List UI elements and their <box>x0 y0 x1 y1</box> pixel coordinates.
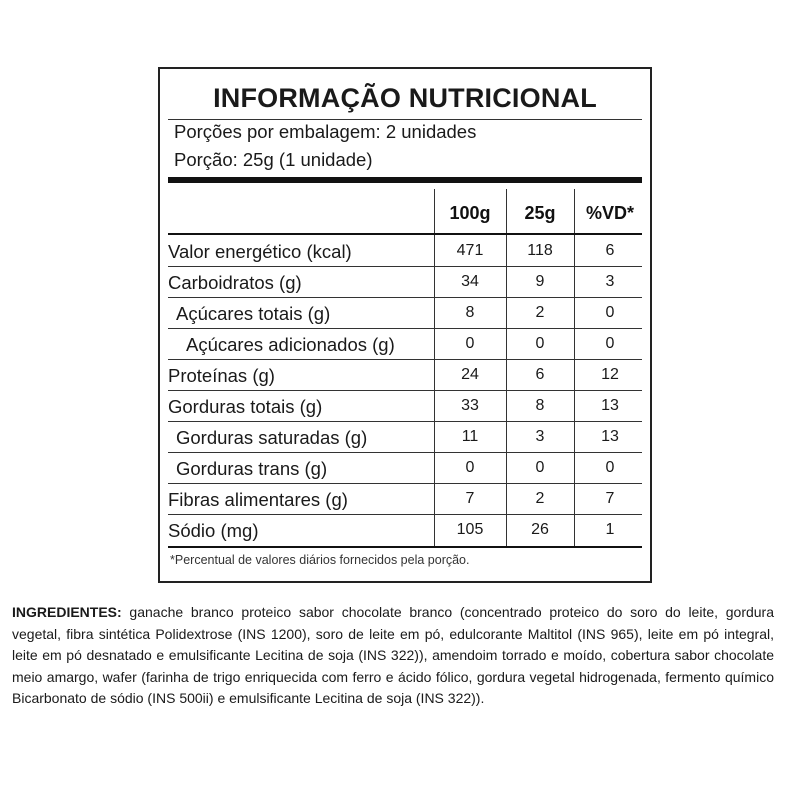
nutrient-name: Gorduras totais (g) <box>168 396 323 417</box>
nutrient-name: Sódio (mg) <box>168 520 259 541</box>
value-100g: 24 <box>461 366 479 383</box>
nutrient-name: Valor energético (kcal) <box>168 241 352 262</box>
nutrient-row <box>160 297 650 328</box>
servings-per-package: Porções por embalagem: 2 unidades <box>174 121 477 142</box>
nutrient-row <box>160 421 650 452</box>
ingredients-text <box>12 602 774 710</box>
nutrient-name: Carboidratos (g) <box>168 272 302 293</box>
value-25g: 2 <box>535 490 545 507</box>
footnote: *Percentual de valores diários fornecidos pela porção. <box>170 553 470 567</box>
nutrient-name: Proteínas (g) <box>168 365 275 386</box>
column-header-25g: 25g <box>524 203 556 223</box>
nutrient-name: Gorduras saturadas (g) <box>176 427 368 448</box>
serving-size: Porção: 25g (1 unidade) <box>174 149 373 170</box>
ingredients-list: ganache branco proteico sabor chocolate branco (concentrado proteico do soro do leite, gordura vegetal, fibra sintética Polidextrose (INS 1200), soro de leite em pó, edulcorante Maltitol (INS 965), leite em pó integral, leite em pó desnatado e emulsificante Lecitina de soja (INS 322)), amendoim torrado e moído, cobertura sabor chocolate meio amargo, wafer (farinha de trigo enriquecida com ferro e ácido fólico, gordura vegetal hidrogenada, fermento químico Bicarbonato de sódio (INS 500ii) e emulsificante Lecitina de soja (INS 322)). <box>12 604 774 706</box>
value-vd: 0 <box>605 459 615 476</box>
value-vd: 6 <box>605 242 615 259</box>
nutrient-row <box>160 390 650 421</box>
value-100g: 105 <box>456 521 484 538</box>
value-100g: 0 <box>465 335 475 352</box>
nutrition-facts-label <box>158 67 652 583</box>
nutrient-row <box>160 328 650 359</box>
nutrient-row <box>160 514 650 545</box>
nutrient-name: Gorduras trans (g) <box>176 458 328 479</box>
column-header-vd: %VD* <box>585 203 634 223</box>
value-25g: 2 <box>535 304 545 321</box>
column-header-100g: 100g <box>449 203 491 223</box>
value-25g: 0 <box>535 335 545 352</box>
nutrient-row <box>160 483 650 514</box>
value-25g: 9 <box>535 273 545 290</box>
thick-divider <box>168 177 642 183</box>
nutrient-row <box>160 359 650 390</box>
title-divider <box>168 119 642 120</box>
value-100g: 471 <box>456 242 484 259</box>
nutrient-row <box>160 452 650 483</box>
value-vd: 7 <box>605 490 615 507</box>
label-title: INFORMAÇÃO NUTRICIONAL <box>213 83 597 113</box>
value-100g: 0 <box>465 459 475 476</box>
value-100g: 34 <box>461 273 479 290</box>
nutrient-name: Fibras alimentares (g) <box>168 489 348 510</box>
value-25g: 0 <box>535 459 545 476</box>
value-25g: 8 <box>535 397 545 414</box>
value-25g: 118 <box>527 242 553 259</box>
value-25g: 26 <box>531 521 549 538</box>
value-vd: 0 <box>605 335 615 352</box>
nutrient-name: Açúcares totais (g) <box>176 303 331 324</box>
value-vd: 12 <box>601 366 619 383</box>
table-bottom-divider <box>168 546 642 548</box>
value-vd: 1 <box>605 521 615 538</box>
value-100g: 11 <box>461 428 479 445</box>
value-vd: 0 <box>605 304 615 321</box>
value-100g: 7 <box>465 490 475 507</box>
value-vd: 3 <box>605 273 615 290</box>
value-vd: 13 <box>601 397 619 414</box>
nutrient-row <box>160 266 650 297</box>
value-25g: 3 <box>535 428 545 445</box>
value-vd: 13 <box>601 428 619 445</box>
ingredients-heading: INGREDIENTES: <box>12 604 122 620</box>
value-25g: 6 <box>535 366 545 383</box>
value-100g: 33 <box>461 397 479 414</box>
nutrient-row <box>160 235 650 266</box>
nutrient-name: Açúcares adicionados (g) <box>186 334 395 355</box>
value-100g: 8 <box>465 304 475 321</box>
